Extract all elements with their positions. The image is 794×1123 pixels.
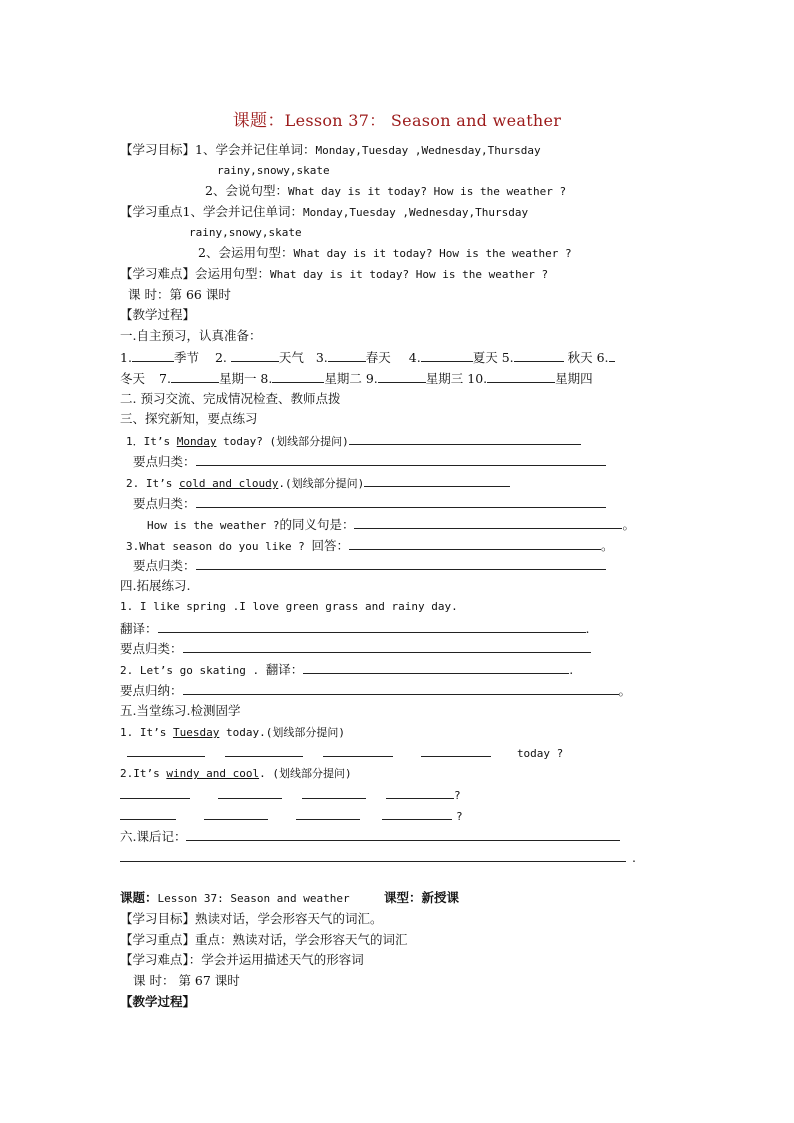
vocab-blank[interactable] bbox=[487, 370, 555, 383]
vocab-blank[interactable] bbox=[514, 349, 564, 362]
summary-label: 要点归纳： bbox=[120, 683, 183, 698]
lesson-2-title-text: Lesson 37: Season and weather bbox=[157, 892, 350, 905]
lesson-2-title bbox=[120, 890, 459, 907]
practice-2-answer-2 bbox=[120, 807, 463, 825]
key-label: 【学习重点 bbox=[120, 204, 183, 219]
question-text: How is the weather ? bbox=[147, 519, 280, 532]
answer-blank[interactable] bbox=[296, 807, 360, 820]
answer-blank[interactable] bbox=[225, 744, 303, 757]
answer-blank[interactable] bbox=[218, 786, 282, 799]
lesson-2-period: 课 时： 第 67 课时 bbox=[133, 973, 240, 988]
vocab-blank[interactable] bbox=[171, 370, 219, 383]
question-text: 2. Let’s go skating . bbox=[120, 664, 266, 677]
difficulty-label: 【学习难点】 bbox=[120, 266, 196, 281]
answer-blank[interactable] bbox=[186, 828, 620, 841]
key-2-sentences: What day is it today? How is the weather ? bbox=[293, 247, 572, 260]
vocab-word: 秋天 6. bbox=[567, 350, 609, 365]
difficulty-text: 会运用句型： bbox=[195, 266, 271, 281]
vocab-num: 3. bbox=[315, 350, 328, 365]
key-2-label: 2、会运用句型： bbox=[198, 245, 294, 260]
page-title bbox=[0, 106, 794, 131]
question-text: 1．It’s bbox=[126, 435, 177, 448]
answer-blank[interactable] bbox=[354, 516, 622, 529]
answer-blank[interactable] bbox=[349, 537, 601, 550]
difficulty-line bbox=[120, 266, 548, 283]
vocab-num: 7. bbox=[159, 371, 171, 386]
process-heading: 【教学过程】 bbox=[120, 307, 196, 322]
extension-1: 1. I like spring .I love green grass and rainy day. bbox=[120, 600, 458, 613]
vocab-row-1 bbox=[120, 349, 615, 366]
end-mark: 。 bbox=[600, 538, 614, 553]
vocab-blank[interactable] bbox=[272, 370, 324, 383]
question-text: 回答： bbox=[311, 538, 349, 553]
title-cn: 课题： bbox=[232, 111, 285, 131]
difficulty-text: ：学会并运用描述天气的形容词 bbox=[188, 952, 364, 967]
difficulty-label: 【学习难点】 bbox=[120, 952, 189, 967]
key-line-1 bbox=[120, 204, 528, 221]
goal-line-2 bbox=[205, 183, 566, 200]
end-mark: 。 bbox=[618, 683, 632, 698]
lesson-2-difficulty bbox=[120, 952, 364, 968]
question-text: today.(划线部分提问) bbox=[219, 726, 345, 739]
answer-blank[interactable] bbox=[120, 786, 190, 799]
key-label: 【学习重点】 bbox=[120, 932, 196, 947]
translate-1 bbox=[120, 620, 590, 637]
goal-2-sentences: What day is it today? How is the weather ? bbox=[287, 185, 567, 198]
lesson-2-type: 课型：新授课 bbox=[383, 890, 459, 905]
answer-blank[interactable] bbox=[302, 786, 366, 799]
summary-line bbox=[120, 682, 631, 699]
vocab-row-2 bbox=[120, 370, 593, 387]
question-text: today ? bbox=[516, 747, 564, 760]
goal-1-words: Monday,Tuesday ,Wednesday,Thursday bbox=[315, 144, 541, 157]
key-point-4 bbox=[120, 640, 591, 657]
answer-blank[interactable] bbox=[303, 661, 569, 674]
section-6-heading bbox=[120, 828, 620, 845]
answer-blank[interactable] bbox=[421, 744, 491, 757]
question-text: today? (划线部分提问) bbox=[216, 435, 349, 448]
end-mark: . bbox=[632, 850, 636, 865]
question-text: 3.What season do you like ? bbox=[126, 540, 312, 553]
answer-blank[interactable] bbox=[196, 557, 606, 570]
vocab-word: 春天 bbox=[365, 350, 391, 365]
vocab-blank[interactable] bbox=[421, 349, 473, 362]
vocab-num: 10. bbox=[467, 371, 488, 386]
translate-label: 翻译： bbox=[265, 662, 304, 677]
practice-2-answer-1 bbox=[120, 786, 461, 804]
notes-line bbox=[120, 849, 636, 866]
question-text: 1. It’s bbox=[120, 726, 173, 739]
goal-line-1 bbox=[120, 142, 541, 159]
underlined-word: cold and cloudy bbox=[178, 477, 279, 490]
vocab-word: 星期一 8. bbox=[218, 371, 273, 386]
question-2 bbox=[126, 474, 510, 492]
section-1-heading: 一.自主预习，认真准备： bbox=[120, 328, 262, 343]
section-4-heading: 四.拓展练习. bbox=[120, 578, 191, 593]
vocab-word: 天气 bbox=[278, 350, 304, 365]
goal-1-words-2: rainy,snowy,skate bbox=[217, 164, 330, 177]
question-text: 2.It’s bbox=[120, 767, 167, 780]
goal-label: 【学习目标】 bbox=[120, 911, 196, 926]
vocab-blank[interactable] bbox=[378, 370, 426, 383]
extension-2 bbox=[120, 661, 573, 679]
key-1-label: 1、学会并记住单词： bbox=[182, 204, 303, 219]
synonym-line bbox=[147, 516, 635, 534]
goal-1-label: 1、学会并记住单词： bbox=[195, 142, 316, 157]
key-point-1 bbox=[133, 453, 606, 470]
goal-2-label: 2、会说句型： bbox=[205, 183, 288, 198]
title-en: Lesson 37： Season and weather bbox=[284, 111, 562, 130]
practice-1-answer bbox=[127, 744, 563, 762]
key-point-label: 要点归类： bbox=[133, 558, 196, 573]
answer-blank[interactable] bbox=[382, 807, 452, 820]
question-mark: ? bbox=[453, 789, 461, 802]
answer-blank[interactable] bbox=[323, 744, 393, 757]
vocab-word: 季节 bbox=[173, 350, 199, 365]
underlined-word: Tuesday bbox=[172, 726, 220, 739]
answer-blank[interactable] bbox=[204, 807, 268, 820]
underlined-word: Monday bbox=[176, 435, 217, 448]
question-text: .(划线部分提问) bbox=[278, 477, 365, 490]
vocab-num: 2. bbox=[214, 350, 227, 365]
section-5-heading: 五.当堂练习.检测固学 bbox=[120, 703, 241, 718]
answer-blank[interactable] bbox=[196, 495, 606, 508]
answer-blank[interactable] bbox=[183, 682, 619, 695]
goal-label: 【学习目标】 bbox=[120, 142, 196, 157]
end-mark: . bbox=[585, 621, 590, 636]
key-point-label: 要点归类： bbox=[133, 454, 196, 469]
section-2-heading: 二. 预习交流、完成情况检查、教师点拨 bbox=[120, 391, 341, 406]
section-6-label: 六.课后记： bbox=[120, 829, 187, 844]
underlined-word: windy and cool bbox=[166, 767, 260, 780]
key-line-2 bbox=[198, 245, 572, 262]
vocab-word: 星期四 bbox=[555, 371, 593, 386]
section-3-heading: 三、探究新知，要点练习 bbox=[120, 411, 258, 426]
answer-blank[interactable] bbox=[196, 453, 606, 466]
vocab-word: 夏天 5. bbox=[472, 350, 514, 365]
end-mark: . bbox=[569, 662, 574, 677]
vocab-word: 星期三 bbox=[425, 371, 464, 386]
period-line: 课 时：第 66 课时 bbox=[128, 287, 231, 302]
answer-blank[interactable] bbox=[127, 744, 205, 757]
translate-label: 翻译： bbox=[120, 621, 158, 636]
answer-blank[interactable] bbox=[183, 640, 591, 653]
lesson-2-process: 【教学过程】 bbox=[120, 994, 196, 1009]
question-mark: ? bbox=[455, 810, 463, 823]
key-point-label: 要点归类： bbox=[133, 496, 196, 511]
difficulty-sentences: What day is it today? How is the weather ? bbox=[270, 268, 549, 281]
question-text: . (划线部分提问) bbox=[259, 767, 352, 780]
vocab-num: 1. bbox=[120, 350, 132, 365]
end-mark: 。 bbox=[622, 517, 635, 532]
vocab-blank[interactable] bbox=[328, 349, 366, 362]
answer-blank[interactable] bbox=[364, 474, 510, 487]
lesson-2-goal bbox=[120, 911, 383, 927]
vocab-word: 星期二 9. bbox=[324, 371, 378, 386]
vocab-blank[interactable] bbox=[609, 349, 615, 362]
vocab-blank[interactable] bbox=[231, 349, 279, 362]
question-1 bbox=[126, 432, 581, 450]
answer-blank[interactable] bbox=[120, 807, 176, 820]
question-text: 的同义句是： bbox=[279, 517, 355, 532]
vocab-num: 4. bbox=[408, 350, 421, 365]
key-point-2 bbox=[133, 495, 606, 512]
answer-blank[interactable] bbox=[386, 786, 454, 799]
vocab-blank[interactable] bbox=[132, 349, 174, 362]
key-1-words-2: rainy,snowy,skate bbox=[189, 226, 302, 239]
key-point-3 bbox=[133, 557, 606, 574]
key-text: 重点：熟读对话，学会形容天气的词汇 bbox=[195, 932, 408, 947]
answer-blank[interactable] bbox=[349, 432, 581, 445]
question-3 bbox=[126, 537, 613, 555]
answer-blank[interactable] bbox=[158, 620, 586, 633]
practice-2 bbox=[120, 765, 352, 782]
goal-text: 熟读对话，学会形容天气的词汇。 bbox=[195, 911, 383, 926]
question-text: 2. It’s bbox=[126, 477, 179, 490]
practice-1 bbox=[120, 724, 345, 741]
lesson-2-key bbox=[120, 932, 408, 948]
key-point-label: 要点归类： bbox=[120, 641, 183, 656]
lesson-2-title-label: 课题： bbox=[120, 890, 158, 905]
key-1-words: Monday,Tuesday ,Wednesday,Thursday bbox=[302, 206, 529, 219]
answer-blank[interactable] bbox=[120, 849, 626, 862]
vocab-word: 冬天 bbox=[120, 371, 146, 386]
